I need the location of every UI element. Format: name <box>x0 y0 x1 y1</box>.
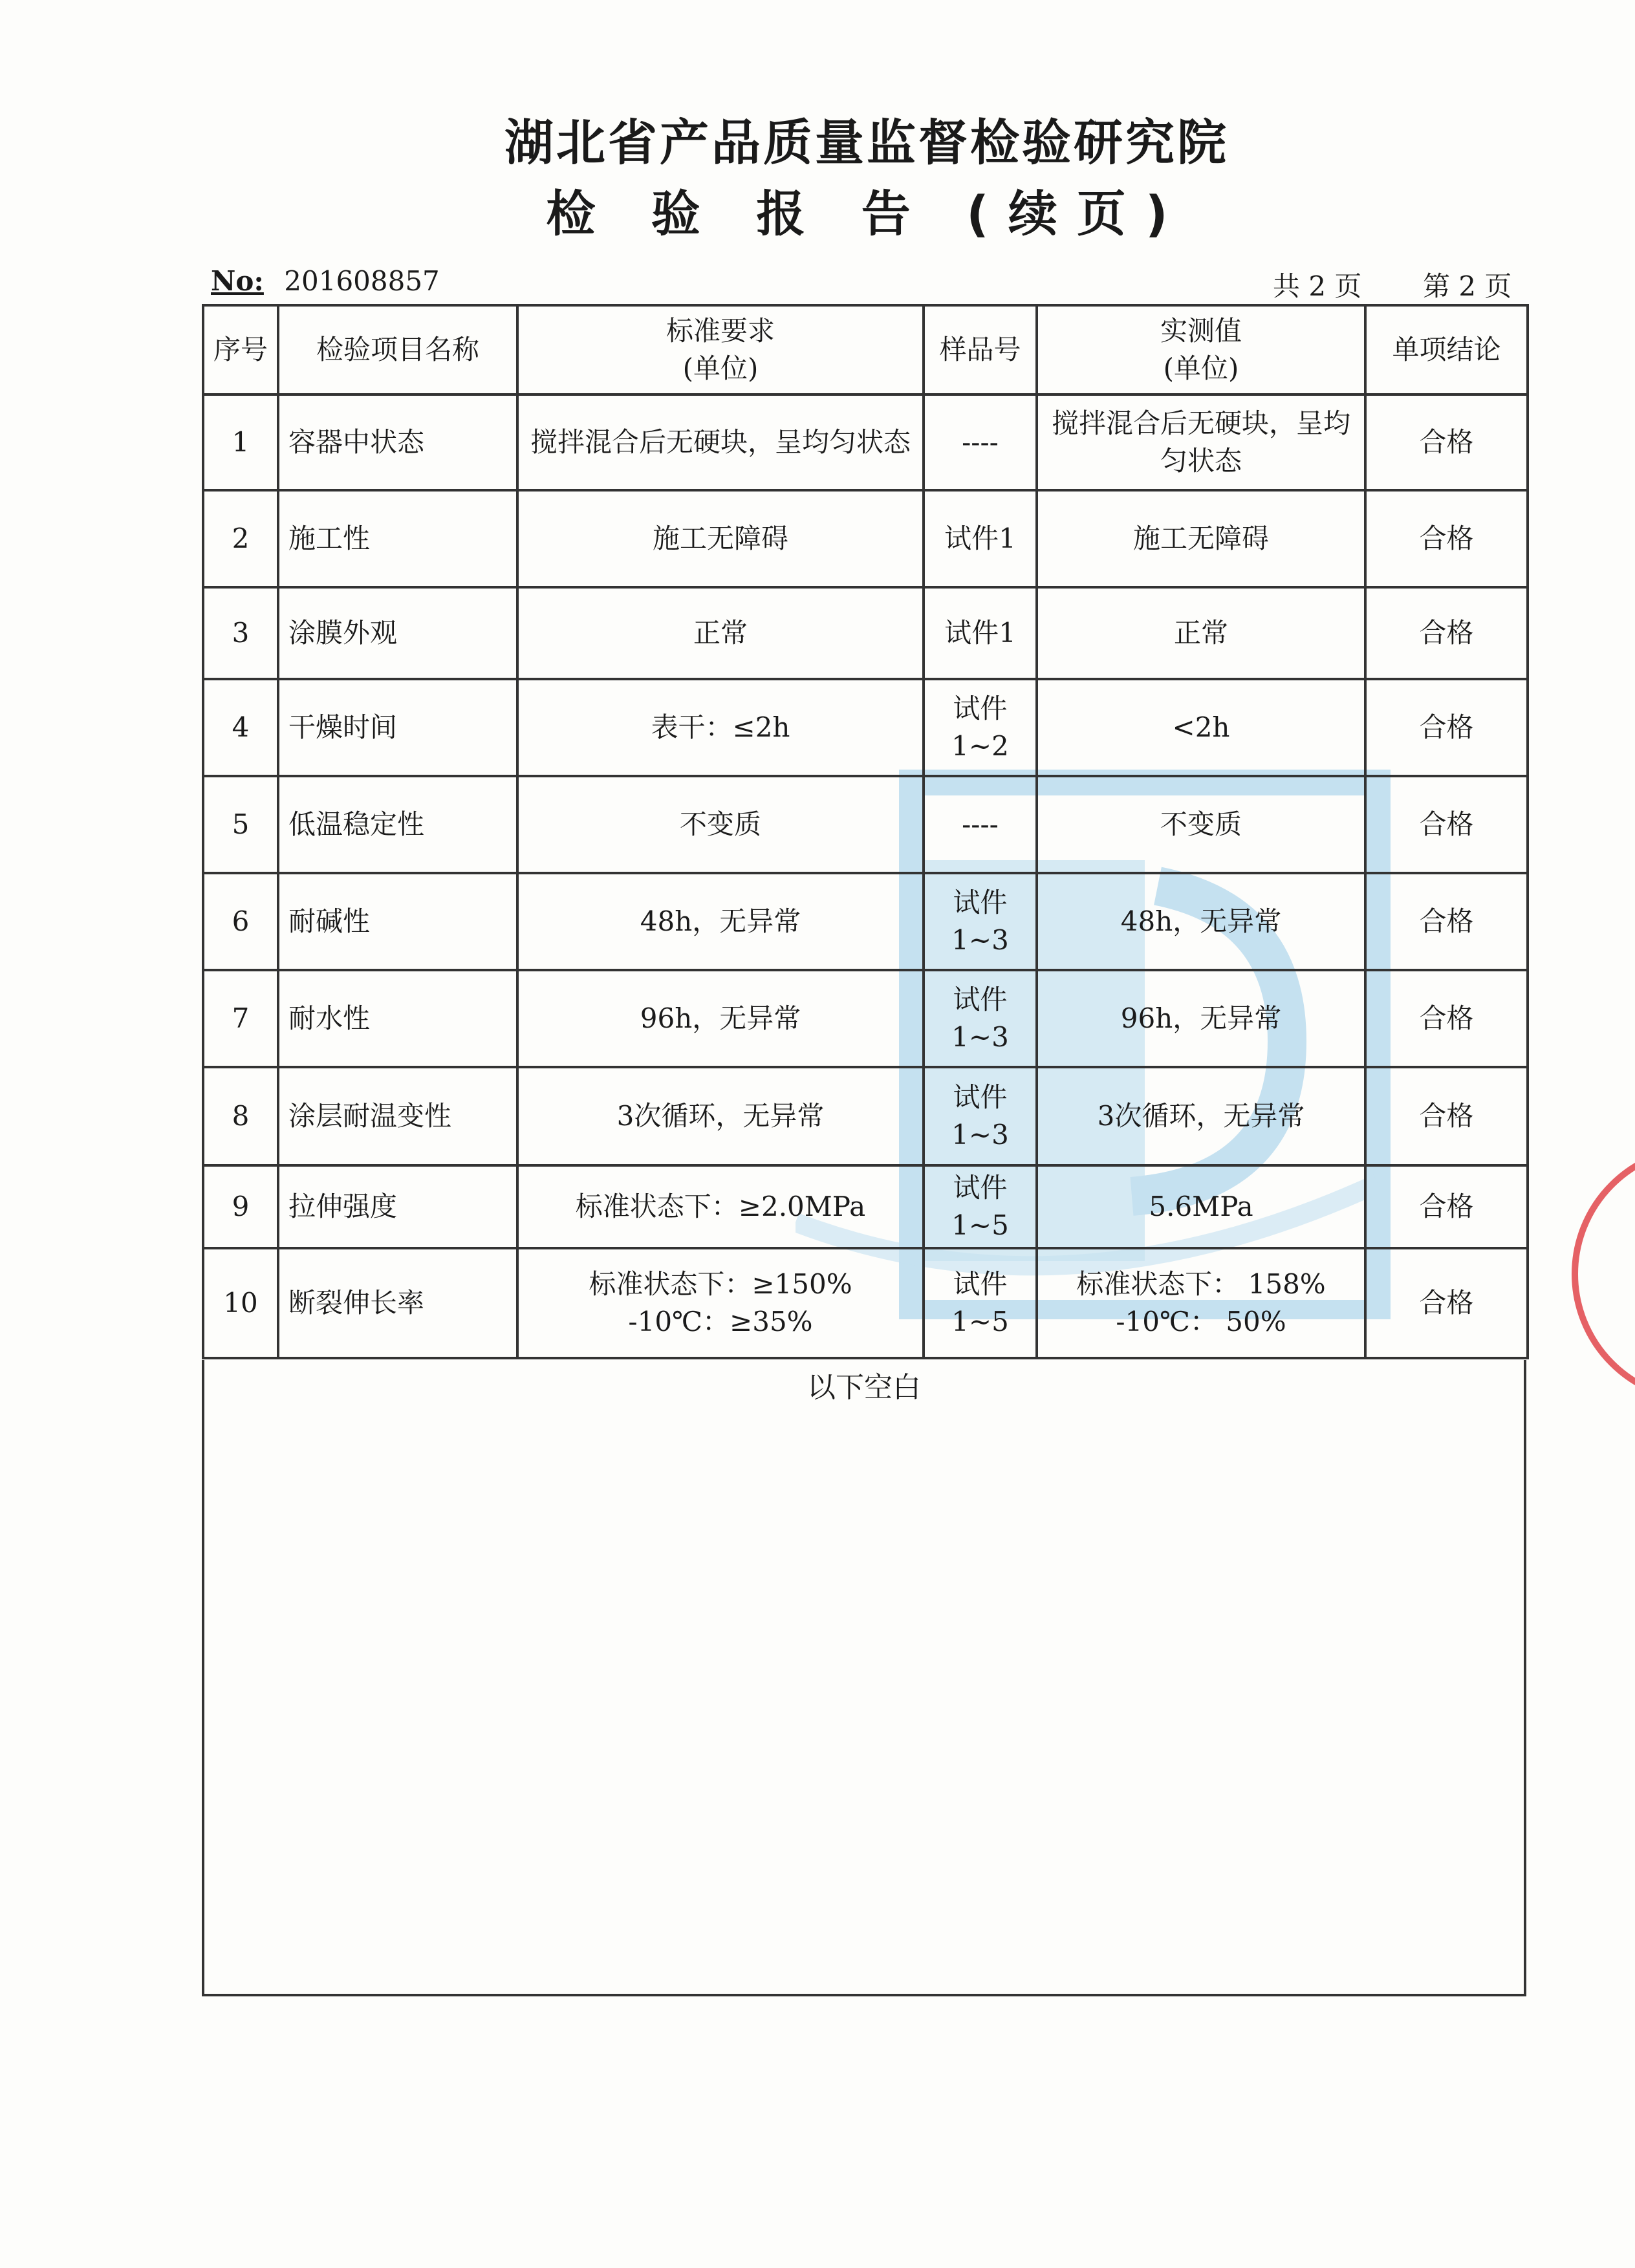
cell-conclusion: 合格 <box>1365 1248 1528 1358</box>
cell-number: 8 <box>203 1067 278 1165</box>
column-header: 单项结论 <box>1365 305 1528 394</box>
report-number <box>211 265 440 297</box>
cell-requirement: 表干：≤2h <box>517 679 924 776</box>
cell-requirement: 搅拌混合后无硬块，呈均匀状态 <box>517 394 924 490</box>
cell-number: 1 <box>203 394 278 490</box>
cell-requirement: 标准状态下：≥150% -10℃：≥35% <box>517 1248 924 1358</box>
cell-requirement: 标准状态下：≥2.0MPa <box>517 1165 924 1248</box>
table-row <box>203 1067 1528 1165</box>
column-header: 样品号 <box>924 305 1037 394</box>
cell-number: 7 <box>203 970 278 1067</box>
cell-measured: 96h，无异常 <box>1037 970 1365 1067</box>
column-header: 标准要求 (单位) <box>517 305 924 394</box>
cell-conclusion: 合格 <box>1365 873 1528 970</box>
cell-measured: 标准状态下： 158% -10℃： 50% <box>1037 1248 1365 1358</box>
table-header-row <box>203 305 1528 394</box>
cell-measured: 正常 <box>1037 587 1365 679</box>
table-row <box>203 776 1528 873</box>
table-row <box>203 970 1528 1067</box>
column-header: 序号 <box>203 305 278 394</box>
cell-sample: 试件 1~2 <box>924 679 1037 776</box>
cell-sample: 试件 1~5 <box>924 1165 1037 1248</box>
current-page: 第 2 页 <box>1423 270 1512 302</box>
cell-conclusion: 合格 <box>1365 776 1528 873</box>
total-pages: 共 2 页 <box>1273 270 1362 302</box>
cell-measured: 5.6MPa <box>1037 1165 1365 1248</box>
cell-requirement: 96h，无异常 <box>517 970 924 1067</box>
cell-requirement: 施工无障碍 <box>517 490 924 587</box>
table-row <box>203 679 1528 776</box>
cell-sample: 试件 1~3 <box>924 873 1037 970</box>
column-header: 实测值 (单位) <box>1037 305 1365 394</box>
cell-requirement: 正常 <box>517 587 924 679</box>
cell-sample: 试件 1~3 <box>924 1067 1037 1165</box>
cell-measured: 48h，无异常 <box>1037 873 1365 970</box>
blank-area <box>202 1360 1526 1996</box>
cell-sample: ---- <box>924 394 1037 490</box>
table-row <box>203 394 1528 490</box>
cell-item-name: 耐碱性 <box>278 873 517 970</box>
institute-title: 湖北省产品质量监督检验研究院 <box>504 114 1229 171</box>
cell-number: 5 <box>203 776 278 873</box>
table-row <box>203 873 1528 970</box>
cell-item-name: 容器中状态 <box>278 394 517 490</box>
cell-requirement: 不变质 <box>517 776 924 873</box>
cell-number: 10 <box>203 1248 278 1358</box>
cell-measured: 不变质 <box>1037 776 1365 873</box>
cell-measured: 3次循环，无异常 <box>1037 1067 1365 1165</box>
table-row <box>203 1248 1528 1358</box>
cell-requirement: 3次循环，无异常 <box>517 1067 924 1165</box>
report-number-label: No: <box>211 265 264 297</box>
table-row <box>203 587 1528 679</box>
cell-conclusion: 合格 <box>1365 587 1528 679</box>
cell-number: 3 <box>203 587 278 679</box>
cell-number: 4 <box>203 679 278 776</box>
inspection-table <box>202 304 1529 1359</box>
column-header: 检验项目名称 <box>278 305 517 394</box>
cell-conclusion: 合格 <box>1365 490 1528 587</box>
cell-sample: 试件 1~5 <box>924 1248 1037 1358</box>
red-seal-stamp <box>1533 1138 1635 1410</box>
cell-item-name: 耐水性 <box>278 970 517 1067</box>
cell-measured: 施工无障碍 <box>1037 490 1365 587</box>
cell-item-name: 施工性 <box>278 490 517 587</box>
cell-requirement: 48h，无异常 <box>517 873 924 970</box>
cell-number: 6 <box>203 873 278 970</box>
cell-sample: 试件1 <box>924 490 1037 587</box>
cell-conclusion: 合格 <box>1365 1067 1528 1165</box>
cell-item-name: 涂膜外观 <box>278 587 517 679</box>
cell-measured: <2h <box>1037 679 1365 776</box>
cell-item-name: 断裂伸长率 <box>278 1248 517 1358</box>
cell-number: 9 <box>203 1165 278 1248</box>
cell-conclusion: 合格 <box>1365 679 1528 776</box>
report-title: 检 验 报 告 (续页) <box>546 185 1187 243</box>
blank-note: 以下空白 <box>807 1371 921 1404</box>
table-row <box>203 490 1528 587</box>
cell-measured: 搅拌混合后无硬块，呈均匀状态 <box>1037 394 1365 490</box>
cell-sample: ---- <box>924 776 1037 873</box>
cell-number: 2 <box>203 490 278 587</box>
cell-item-name: 拉伸强度 <box>278 1165 517 1248</box>
cell-sample: 试件1 <box>924 587 1037 679</box>
cell-conclusion: 合格 <box>1365 970 1528 1067</box>
cell-conclusion: 合格 <box>1365 1165 1528 1248</box>
table-row <box>203 1165 1528 1248</box>
cell-sample: 试件 1~3 <box>924 970 1037 1067</box>
report-number-value: 201608857 <box>284 265 440 297</box>
cell-item-name: 干燥时间 <box>278 679 517 776</box>
cell-conclusion: 合格 <box>1365 394 1528 490</box>
cell-item-name: 涂层耐温变性 <box>278 1067 517 1165</box>
cell-item-name: 低温稳定性 <box>278 776 517 873</box>
